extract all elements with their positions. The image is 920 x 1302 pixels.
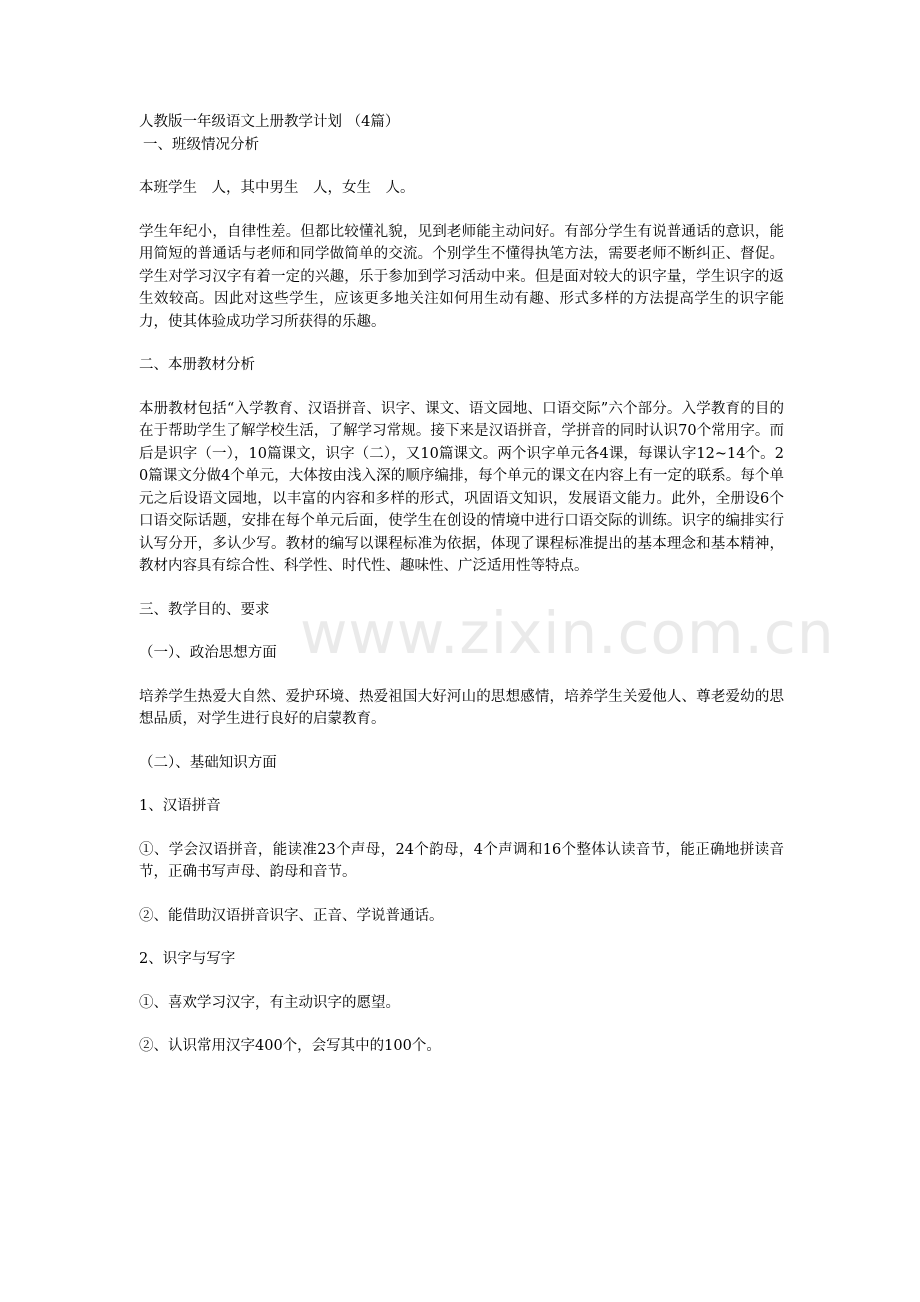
section-heading-class-analysis: 一、班级情况分析 (143, 136, 259, 153)
subheading-pinyin: 1、汉语拼音 (139, 798, 221, 814)
pinyin-item-2: ②、能借助汉语拼音识字、正音、学说普通话。 (139, 907, 444, 924)
subheading-literacy-writing: 2、识字与写字 (139, 951, 236, 967)
section-heading-textbook-analysis: 二、本册教材分析 (139, 357, 255, 373)
political-thought-paragraph: 培养学生热爱大自然、爱护环境、热爱祖国大好河山的思想感情，培养学生关爱他人、尊老爱幼的思想品质，对学生进行良好的启蒙教育。 (139, 688, 784, 727)
subheading-political-thought: （一）、政治思想方面 (139, 645, 277, 661)
section-heading-teaching-goals: 三、教学目的、要求 (139, 601, 270, 618)
watermark: www.zixin.com.cn (300, 599, 835, 667)
class-analysis-paragraph: 学生年纪小，自律性差。但都比较懂礼貌，见到老师能主动问好。有部分学生有说普通话的意识，能用简短的普通话与老师和同学做简单的交流。个别学生不懂得执笔方法，需要老师不断纠正、督促。学生对学习汉字有着一定的兴趣，乐于参加到学习活动中来。但是面对较大的识字量，学生识字的返生效较高。因此对这些学生，应该更多地关注如何用生动有趣、形式多样的方法提高学生的识字能力，使其体验成功学习所获得的乐趣。 (139, 223, 784, 330)
literacy-item-1: ①、喜欢学习汉字，有主动识字的愿望。 (139, 994, 400, 1011)
subheading-basic-knowledge: （二）、基础知识方面 (139, 754, 277, 771)
literacy-item-2: ②、认识常用汉字400个，会写其中的100个。 (139, 1038, 441, 1054)
document-title: 人教版一年级语文上册教学计划 （4篇） (139, 114, 400, 130)
textbook-analysis-paragraph: 本册教材包括“入学教育、汉语拼音、识字、课文、语文园地、口语交际”六个部分。入学教育的目的在于帮助学生了解学校生活，了解学习常规。接下来是汉语拼音，学拼音的同时认识70个常用字。而后是识字（一），10篇课文，识字（二），又10篇课文。两个识字单元各4课，每课认字12~14个。20篇课文分做4个单元，大体按由浅入深的顺序编排，每个单元的课文在内容上有一定的联系。每个单元之后设语文园地，以丰富的内容和多样的形式，巩固语文知识，发展语文能力。此外，全册设6个口语交际话题，安排在每个单元后面，使学生在创设的情境中进行口语交际的训练。识字的编排实行认写分开，多认少写。教材的编写以课程标准为依据，体现了课程标准提出的基本理念和基本精神，教材内容具有综合性、科学性、时代性、趣味性、广泛适用性等特点。 (139, 400, 784, 574)
pinyin-item-1: ①、学会汉语拼音，能读准23个声母，24个韵母，4个声调和16个整体认读音节，能正确地拼读音节，正确书写声母、韵母和音节。 (139, 841, 784, 880)
student-count-paragraph: 本班学生 人，其中男生 人，女生 人。 (139, 180, 415, 196)
document-body (139, 111, 784, 1058)
